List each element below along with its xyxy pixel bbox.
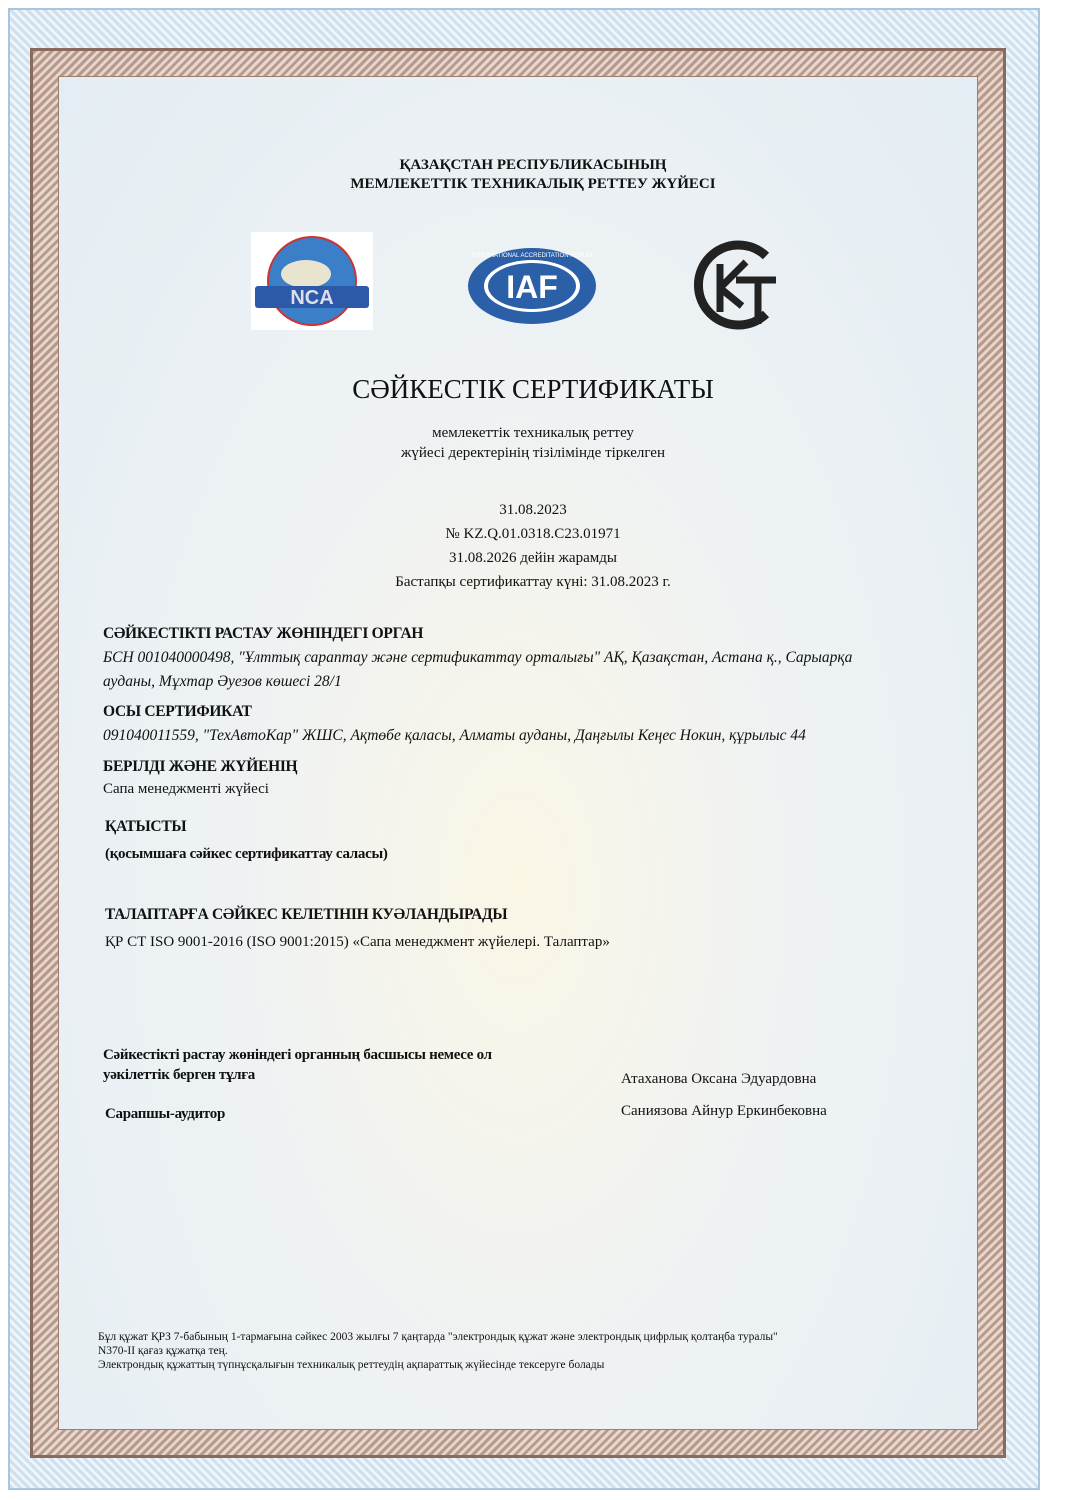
holder-heading: ОСЫ СЕРТИФИКАТ bbox=[103, 703, 252, 720]
issue-date: 31.08.2023 bbox=[499, 502, 567, 518]
system-heading: БЕРІЛДІ ЖӘНЕ ЖҮЙЕНІҢ bbox=[103, 758, 298, 775]
certificate-number: № KZ.Q.01.0318.C23.01971 bbox=[445, 526, 621, 542]
certification-body-heading: СӘЙКЕСТІКТІ РАСТАУ ЖӨНІНДЕГІ ОРГАН bbox=[103, 625, 424, 642]
footer-line-1: Бұл құжат ҚРЗ 7-бабының 1-тармағына сәйкес 2003 жылғы 7 қаңтарда "электрондық құжат және электрондық цифрлық қолтаңба туралы" bbox=[98, 1331, 778, 1343]
subtitle-line-2: жүйесі деректерінің тізілімінде тіркелген bbox=[400, 445, 665, 461]
header-line-1: ҚАЗАҚСТАН РЕСПУБЛИКАСЫНЫҢ bbox=[399, 157, 667, 173]
requirements-standard: ҚР СТ ISO 9001-2016 (ISO 9001:2015) «Сапа менеджмент жүйелері. Талаптар» bbox=[105, 934, 610, 950]
iaf-logo bbox=[466, 246, 598, 331]
initial-certification-date: Бастапқы сертификаттау күні: 31.08.2023 г. bbox=[395, 574, 671, 590]
auditor-name: Саниязова Айнур Еркинбековна bbox=[621, 1103, 827, 1119]
issuer-header bbox=[0, 156, 1066, 194]
head-role-line-2: уәкілеттік берген тұлға bbox=[103, 1067, 255, 1083]
scope-text: (қосымшаға сәйкес сертификаттау саласы) bbox=[105, 846, 388, 862]
footer-line-3: Электрондық құжаттың түпнұсқалығын техникалық реттеудің ақпараттық жүйесінде тексеруге болады bbox=[98, 1359, 605, 1371]
certificate-title: СӘЙКЕСТІК СЕРТИФИКАТЫ bbox=[352, 374, 714, 404]
header-line-2: МЕМЛЕКЕТТІК ТЕХНИКАЛЫҚ РЕТТЕУ ЖҮЙЕСІ bbox=[350, 176, 716, 192]
footer-line-2: N370-II қағаз құжатқа тең. bbox=[98, 1345, 228, 1357]
scope-heading: ҚАТЫСТЫ bbox=[105, 818, 187, 835]
requirements-heading: ТАЛАПТАРҒА СӘЙКЕС КЕЛЕТІНІН КУӘЛАНДЫРАДЫ bbox=[105, 906, 508, 923]
nca-logo bbox=[251, 232, 373, 330]
valid-until: 31.08.2026 дейін жарамды bbox=[449, 550, 617, 566]
registry-subtitle bbox=[0, 423, 1066, 463]
certification-body-text: БСН 001040000498, "Ұлттық сараптау және сертификаттау орталығы" АҚ, Қазақстан, Астана қ., Сарыарқа ауданы, Мұхтар Әуезов көшесі 28/1 bbox=[103, 649, 853, 690]
holder-text: 091040011559, "ТехАвтоКар" ЖШС, Ақтөбе қаласы, Алматы ауданы, Даңғылы Кеңес Нокин, құрылыс 44 bbox=[103, 727, 806, 744]
svg-text:INTERNATIONAL ACCREDITATION FO: INTERNATIONAL ACCREDITATION FORUM bbox=[471, 253, 593, 259]
subtitle-line-1: мемлекеттік техникалық реттеу bbox=[432, 425, 634, 441]
svg-text:IAF: IAF bbox=[506, 269, 558, 305]
footer-note bbox=[98, 1330, 968, 1372]
head-name: Атаханова Оксана Эдуардовна bbox=[621, 1071, 817, 1087]
head-role-line-1: Сәйкестікті растау жөніндегі органның басшысы немесе ол bbox=[103, 1047, 492, 1063]
svg-text:NCA: NCA bbox=[290, 287, 334, 309]
system-text: Сапа менеджменті жүйесі bbox=[103, 781, 269, 797]
kt-conformity-mark bbox=[686, 236, 782, 339]
certificate-details bbox=[0, 498, 1066, 594]
head-role bbox=[103, 1045, 583, 1085]
auditor-role: Сарапшы-аудитор bbox=[105, 1106, 226, 1122]
